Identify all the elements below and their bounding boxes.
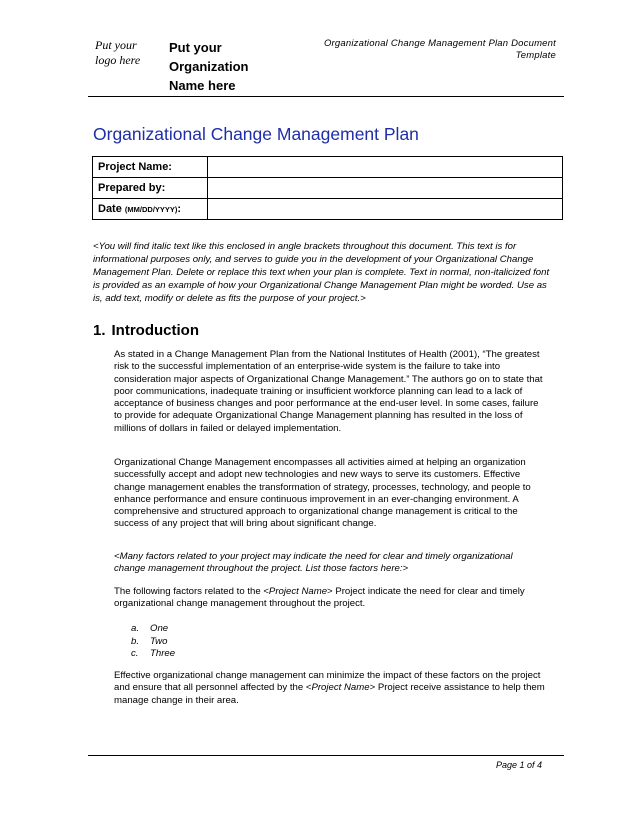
list-item — [131, 648, 175, 661]
factors-instruction-note: <Many factors related to your project may indicate the need for clear and timely organizational change management throughout the project. List those factors here:> — [114, 551, 513, 575]
organization-name-placeholder: Put your Organization Name here — [169, 40, 249, 93]
intro-paragraph-2: Organizational Change Management encompasses all activities aimed at helping an organization successfully accept and adopt new technologies and new ways to serve its customers. Effective change management enables the transformation of strategy, processes, technology, and people to enhance performance and ensure continuous improvement in an ever-changing environment. A comprehensive and structured approach to organizational change management is critical to the success of any project that will bring about significant change. — [114, 457, 531, 530]
project-name-placeholder: Project Name — [268, 586, 328, 597]
section-title: Introduction — [111, 322, 199, 339]
list-marker: c. — [131, 648, 139, 659]
factors-list — [131, 623, 175, 661]
list-item-text: Two — [150, 635, 168, 647]
factors-paragraph — [114, 586, 546, 611]
list-item — [131, 636, 175, 649]
table-row — [93, 199, 563, 220]
project-name-label: Project Name: — [93, 157, 208, 178]
project-name-placeholder: Project Name — [311, 682, 370, 694]
instruction-note: <You will find italic text like this enclosed in angle brackets throughout this document. This text is for informational purposes only, and serves to guide you in the development of your Organizational Change Management Plan. Delete or replace this text when your plan is complete. Text in normal, non-italicized font is provided as an example of how your Organizational Change Management Plan might be worded. Use as is, add text, modify or delete as fits the purpose of your project.> — [93, 241, 550, 304]
closing-paragraph — [114, 670, 546, 707]
list-marker: b. — [131, 635, 140, 647]
table-row — [93, 178, 563, 199]
intro-paragraph-1: As stated in a Change Management Plan from the National Institutes of Health (2001), “The greatest risk to the successful implementation of an enterprise-wide system is the failure to take into consideration major aspects of Organizational Change Management.” The authors go on to state that poor communications, inadequate training or insufficient workforce planning can lead to a lack of acceptance of business changes and poor performance at the end-user level. In some cases, failure to provide for adequate Organizational Change Management planning has resulted in the loss of millions of dollars in failed or delayed implementation. — [114, 349, 543, 434]
factors-text-after: > Project indicate the need for clear and timely organizational change management throughout the project. — [114, 586, 525, 610]
list-item-text: Three — [150, 648, 176, 659]
table-row — [93, 157, 563, 178]
list-item-text: One — [150, 623, 169, 634]
date-format-hint: (MM/DD/YYYY) — [124, 205, 178, 214]
section-number: 1. — [93, 322, 106, 339]
list-item — [131, 623, 175, 636]
header-divider — [88, 96, 564, 97]
project-name-field[interactable] — [208, 157, 563, 178]
list-marker: a. — [131, 623, 140, 634]
date-field[interactable] — [208, 199, 563, 220]
closing-text-after: > Project receive assistance to help them manage change in their area. — [114, 682, 545, 706]
closing-text-before: Effective organizational change management can minimize the impact of these factors on the project and ensure that all personnel affected by the < — [114, 670, 541, 694]
footer-divider — [88, 755, 564, 756]
date-colon: : — [177, 203, 182, 215]
date-label-cell — [93, 199, 208, 220]
prepared-by-label: Prepared by: — [93, 178, 208, 199]
page-title: Organizational Change Management Plan — [93, 124, 419, 144]
section-heading-introduction — [93, 322, 205, 339]
logo-placeholder: Put your logo here — [95, 38, 141, 67]
document-header-title: Organizational Change Management Plan Document Template — [323, 38, 556, 61]
factors-text-before: The following factors related to the < — [114, 586, 269, 597]
page-number: Page 1 of 4 — [495, 760, 542, 770]
project-info-table — [92, 156, 563, 220]
prepared-by-field[interactable] — [208, 178, 563, 199]
date-label: Date — [98, 203, 125, 215]
